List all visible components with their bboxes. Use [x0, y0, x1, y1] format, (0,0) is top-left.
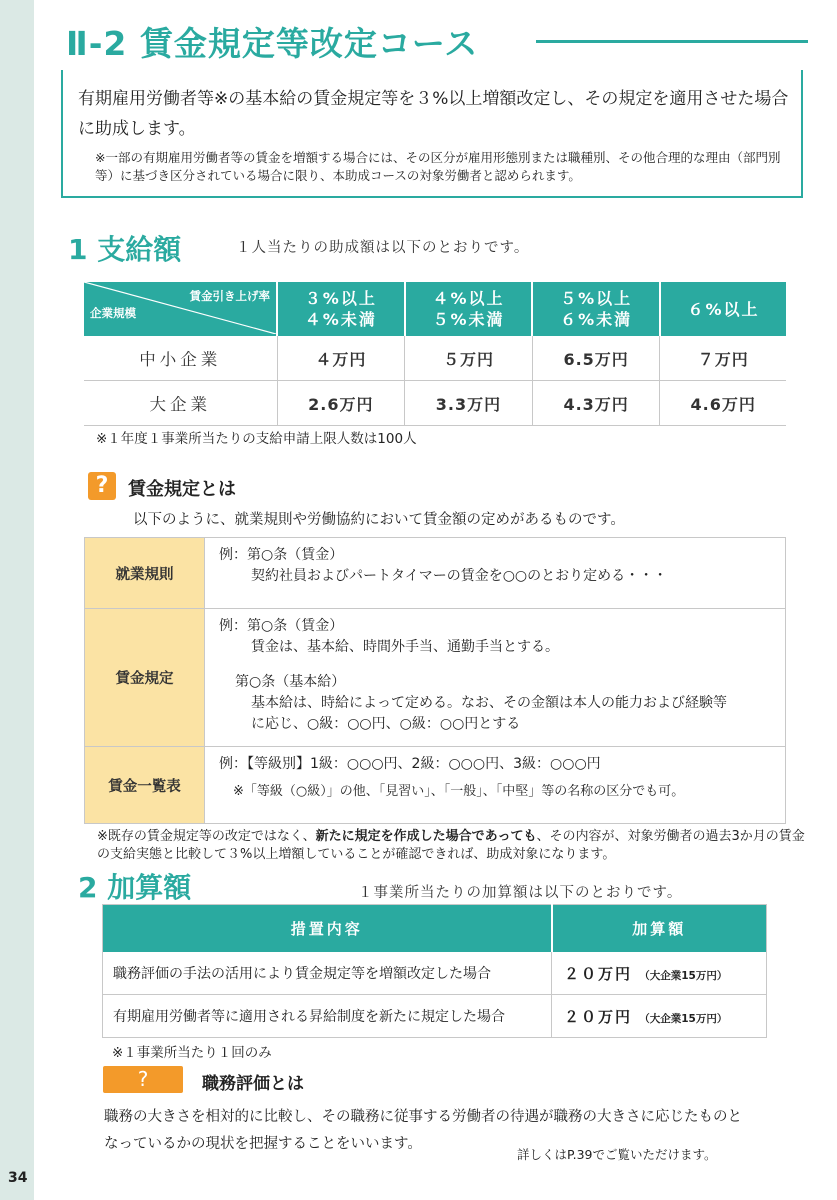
section1-subtitle: １人当たりの助成額は以下のとおりです。 — [236, 240, 530, 256]
table-row — [85, 747, 786, 824]
col-header-amount: 加算額 — [552, 905, 767, 953]
row-label: 賃金規定 — [85, 609, 205, 747]
amount-cell: ２０万円 （大企業15万円） — [552, 952, 767, 995]
cell-value: 4.3万円 — [532, 381, 660, 426]
content-line: 第○条（基本給） — [235, 674, 346, 690]
section2-subtitle: １事業所当たりの加算額は以下のとおりです。 — [358, 885, 683, 901]
cell-value: 6.5万円 — [532, 336, 660, 381]
content-line: 契約社員およびパートタイマーの賃金を○○のとおり定める・・・ — [251, 568, 668, 584]
content-line: ※「等級（○級）」の他、「見習い」、「一般」、「中堅」等の名称の区分でも可。 — [233, 784, 685, 799]
col-header-4: ６%以上 — [660, 282, 786, 336]
question-icon: ? — [88, 472, 116, 500]
row-label: 就業規則 — [85, 538, 205, 609]
col-header-3: ５%以上 ６%未満 — [532, 282, 660, 336]
row-label: 賃金一覧表 — [85, 747, 205, 824]
wage-rules-table — [84, 537, 786, 824]
cell-value: ５万円 — [405, 336, 533, 381]
table-row — [103, 952, 767, 995]
table-row — [103, 995, 767, 1038]
content-line: 賃金は、基本給、時間外手当、通勤手当とする。 — [251, 639, 559, 655]
intro-note: ※一部の有期雇用労働者等の賃金を増額する場合には、その区分が雇用形態別または職種別、その他合理的な理由（部門別等）に基づき区分されている場合に限り、本助成コースの対象労働者と認められます。 — [95, 150, 781, 183]
content-line: 基本給は、時給によって定める。なお、その金額は本人の能力および経験等 — [251, 695, 727, 711]
left-sidebar-strip — [0, 0, 34, 1200]
table-row — [85, 609, 786, 747]
payment-table — [84, 282, 786, 426]
row-label-sme: 中小企業 — [84, 336, 277, 381]
cell-value: 2.6万円 — [277, 381, 405, 426]
cell-value: ４万円 — [277, 336, 405, 381]
section1-note: ※１年度１事業所当たりの支給申請上限人数は100人 — [96, 431, 417, 447]
measure-cell: 職務評価の手法の活用により賃金規定等を増額改定した場合 — [103, 952, 552, 995]
section1-title: 1 支給額 — [68, 233, 182, 266]
job-eval-title: 職務評価とは — [202, 1074, 304, 1094]
content-line: 例：第○条（賃金） — [219, 618, 344, 634]
content-line: 例：第○条（賃金） — [219, 547, 344, 563]
wage-rules-description: 以下のように、就業規則や労働協約において賃金額の定めがあるものです。 — [133, 512, 625, 528]
corner-top-label: 賃金引き上げ率 — [189, 289, 270, 303]
intro-text: 有期雇用労働者等※の基本給の賃金規定等を３%以上増額改定し、その規定を適用させた場合に助成します。 — [78, 89, 789, 139]
see-more-link[interactable]: 詳しくはP.39でご覧いただけます。 — [517, 1147, 717, 1162]
cell-value: 4.6万円 — [660, 381, 786, 426]
wage-rules-title: 賃金規定とは — [128, 479, 236, 500]
row-content — [205, 609, 786, 747]
table-row — [85, 538, 786, 609]
job-eval-description: 職務の大きさを相対的に比較し、その職務に従事する労働者の待遇が職務の大きさに応じたものとなっているかの現状を把握することをいいます。 — [104, 1109, 742, 1152]
measure-cell: 有期雇用労働者等に適用される昇給制度を新たに規定した場合 — [103, 995, 552, 1038]
row-content — [205, 538, 786, 609]
table-row — [84, 381, 786, 426]
cell-value: ７万円 — [660, 336, 786, 381]
section2-title: 2 加算額 — [78, 871, 192, 904]
col-header-measure: 措置内容 — [103, 905, 552, 953]
amount-cell: ２０万円 （大企業15万円） — [552, 995, 767, 1038]
col-header-2: ４%以上 ５%未満 — [405, 282, 533, 336]
row-label-large: 大企業 — [84, 381, 277, 426]
additional-amount-table — [102, 904, 767, 1038]
wage-rules-note: ※既存の賃金規定等の改定ではなく、新たに規定を作成した場合であっても、その内容が、対象労働者の過去3か月の賃金の支給実態と比較して３%以上増額していることが確認できれば、助成対象になります。 — [97, 829, 805, 862]
content-line: に応じ、○級：○○円、○級：○○円とする — [251, 716, 521, 732]
table-corner-header — [84, 282, 277, 336]
row-content — [205, 747, 786, 824]
table-row — [84, 336, 786, 381]
question-icon: ? — [103, 1066, 183, 1093]
content-line: 例：【等級別】1級：○○○円、2級：○○○円、3級：○○○円 — [219, 756, 601, 772]
corner-bottom-label: 企業規模 — [90, 306, 136, 320]
col-header-1: ３%以上 ４%未満 — [277, 282, 405, 336]
title-rule — [536, 40, 808, 43]
section2-note: ※１事業所当たり１回のみ — [112, 1045, 272, 1061]
cell-value: 3.3万円 — [405, 381, 533, 426]
page-title: Ⅱ-2 賃金規定等改定コース — [66, 24, 479, 63]
page-number: 34 — [8, 1170, 28, 1186]
